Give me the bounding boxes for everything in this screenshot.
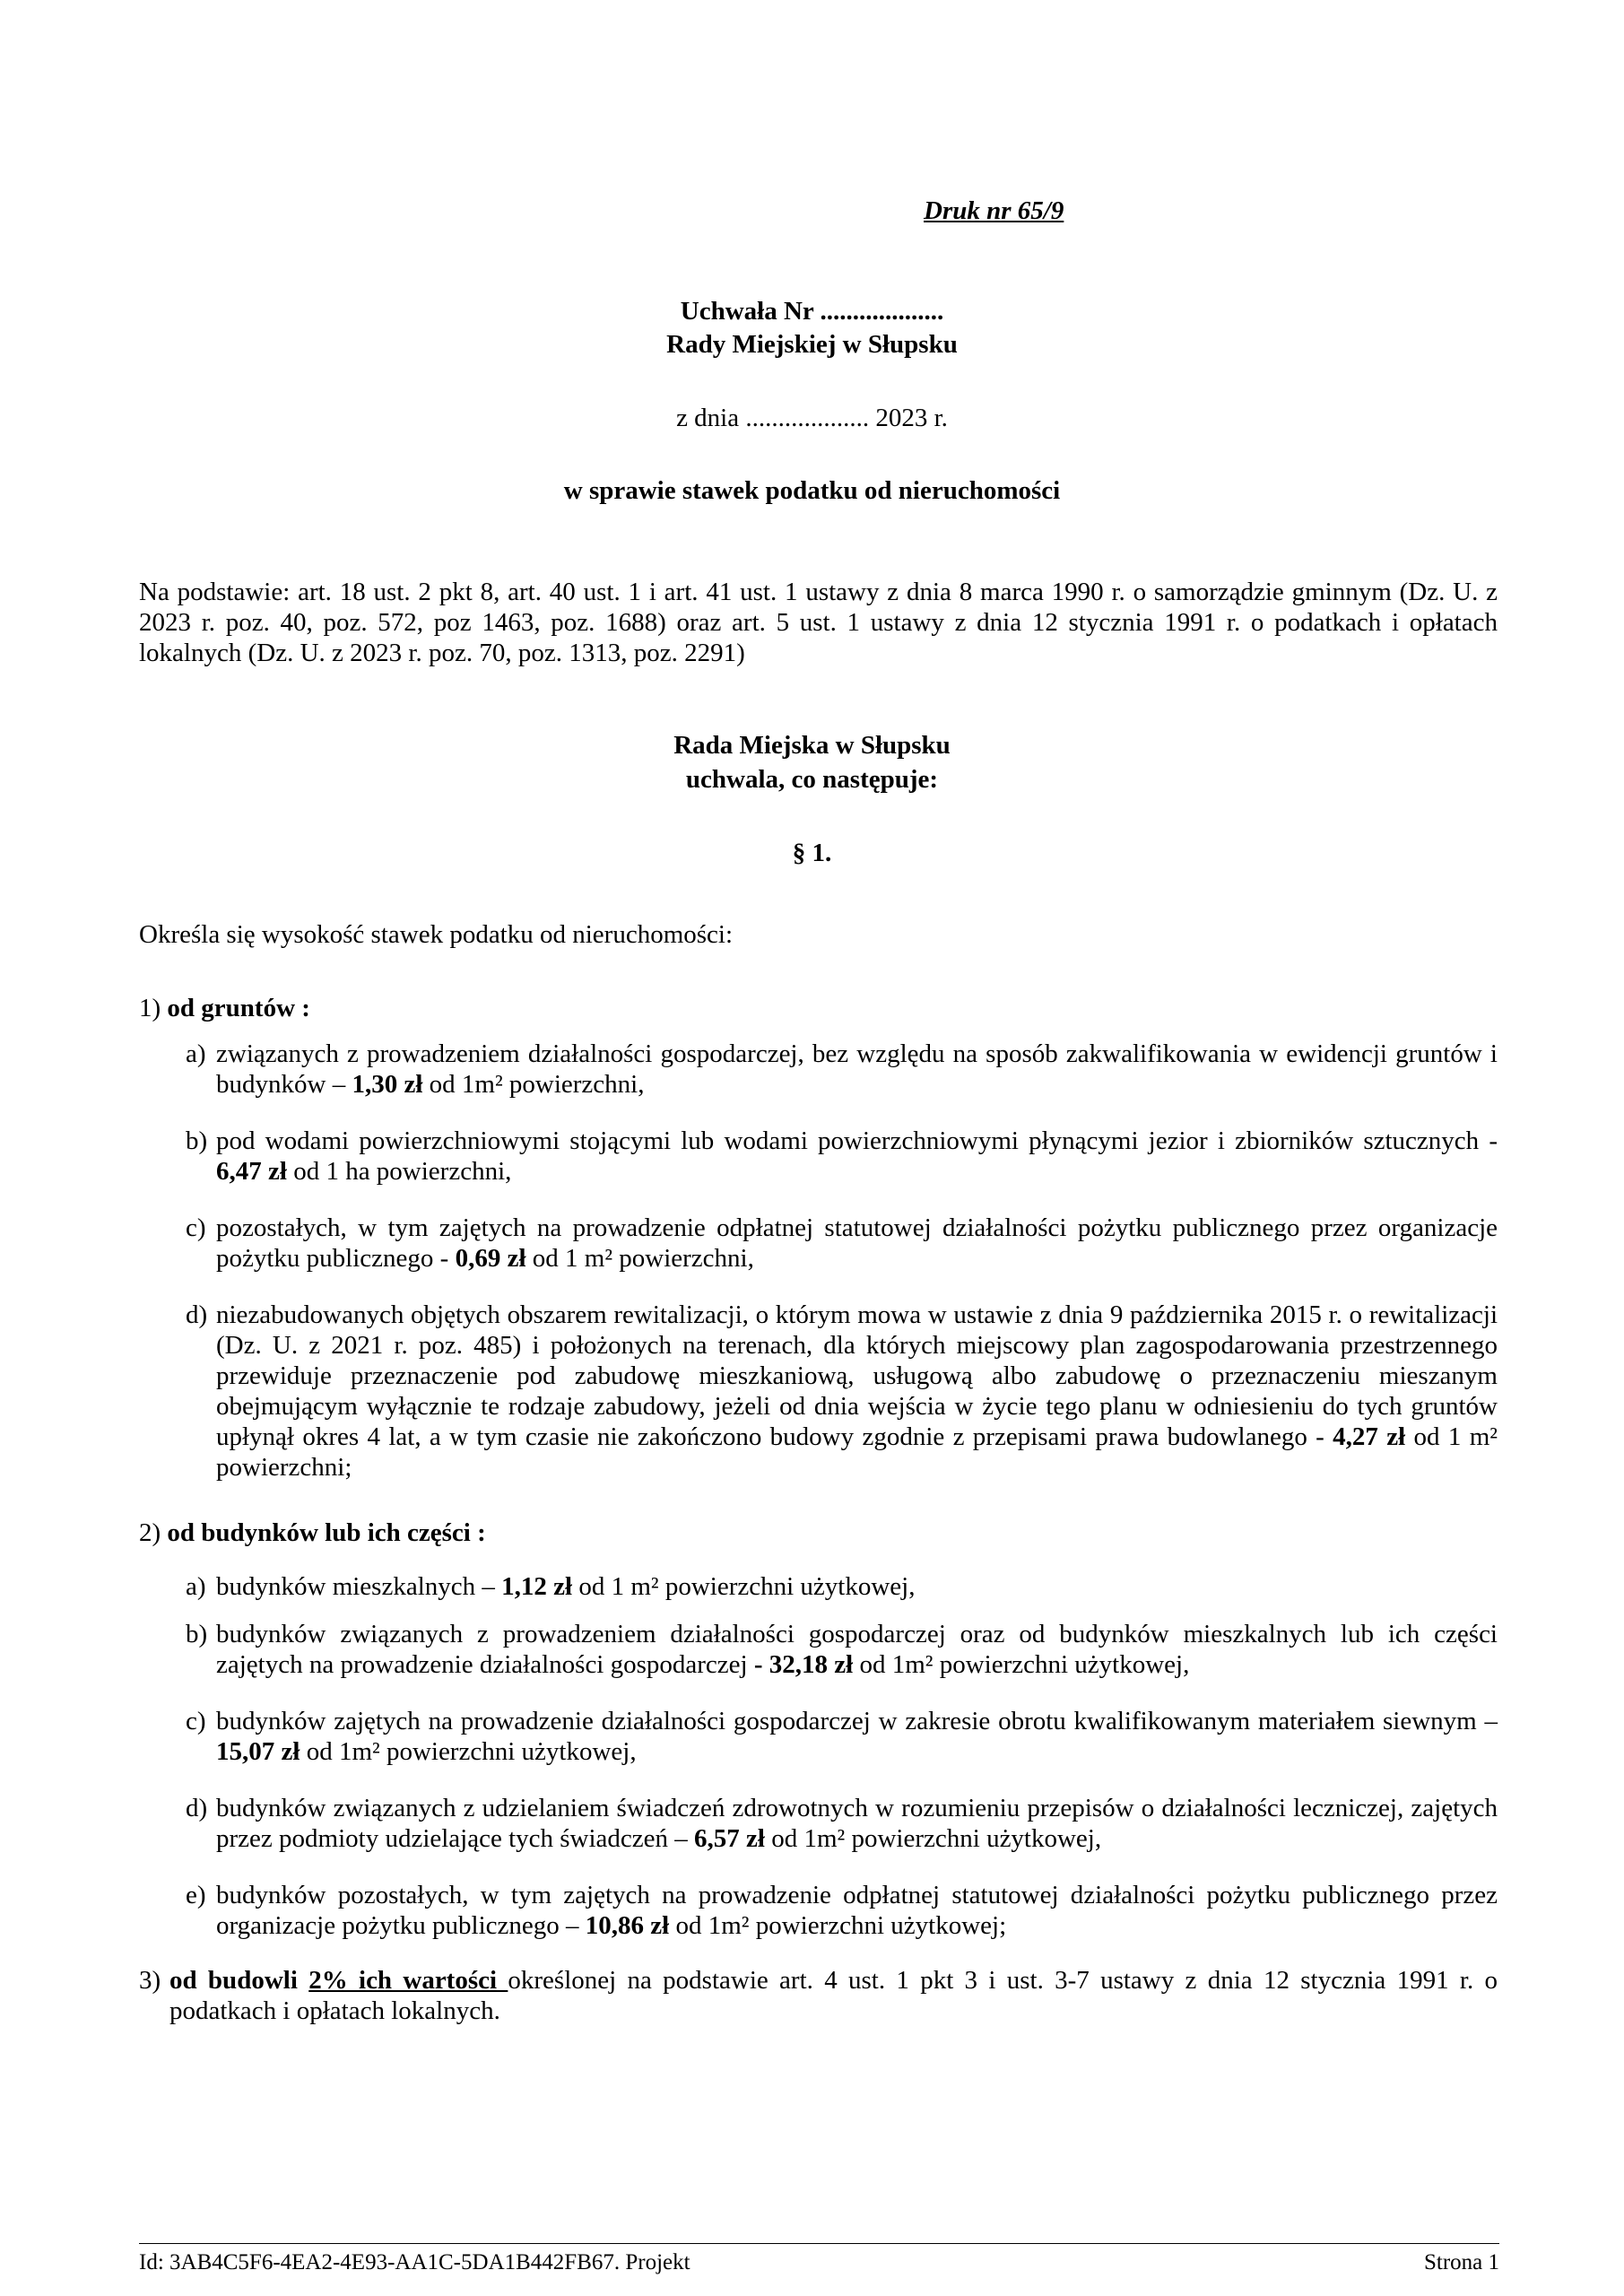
section-2-item-d [186, 1793, 1498, 1854]
paragraph-intro: Określa się wysokość stawek podatku od nieruchomości: [139, 920, 734, 949]
section-2-item-b [186, 1619, 1498, 1680]
item-text: pod wodami powierzchniowymi stojącymi lub wodami powierzchniowymi płynącymi jezior i zbiorników sztucznych - 6,47 zł od 1 ha powierzchni, [216, 1126, 1498, 1186]
section-1-item-c [186, 1213, 1498, 1274]
item-text: budynków związanych z udzielaniem świadczeń zdrowotnych w rozumieniu przepisów o działalności leczniczej, zajętych przez podmioty udzielające tych świadczeń – 6,57 zł od 1m² powierzchni użytkowej, [216, 1794, 1498, 1853]
footer-divider [139, 2243, 1499, 2244]
resolution-subject: w sprawie stawek podatku od nieruchomości [563, 476, 1061, 505]
item-text: budynków zajętych na prowadzenie działalności gospodarczej w zakresie obrotu kwalifikowanym materiałem siewnym – 15,07 zł od 1m² powierzchni użytkowej, [216, 1707, 1498, 1766]
section-3-title: od budowli [169, 1966, 298, 1995]
council-resolves-line2: uchwala, co następuje: [685, 765, 939, 794]
item-label: e) [186, 1881, 206, 1909]
tax-rate: - 32,18 zł [753, 1650, 854, 1679]
section-2-heading [139, 1518, 486, 1548]
item-label: d) [186, 1300, 208, 1329]
item-label: c) [186, 1707, 206, 1735]
item-text: budynków związanych z prowadzeniem działalności gospodarczej oraz od budynków mieszkalnych lub ich części zajętych na prowadzenie działalności gospodarczej - 32,18 zł od 1m² powierzchni użytkowej, [216, 1620, 1498, 1679]
item-label: a) [186, 1039, 206, 1068]
item-text: budynków pozostałych, w tym zajętych na prowadzenie odpłatnej statutowej działalności pożytku publicznego przez organizacje pożytku publicznego – 10,86 zł od 1m² powierzchni użytkowej; [216, 1881, 1498, 1940]
tax-rate: 0,69 zł [455, 1244, 526, 1273]
item-text: niezabudowanych objętych obszarem rewitalizacji, o którym mowa w ustawie z dnia 9 października 2015 r. o rewitalizacji (Dz. U. z 2021 r. poz. 485) i położonych na terenach, dla których miejscowy plan zagospodarowania przestrzennego przewiduje przeznaczenie pod zabudowę mieszkaniową, usługową albo zabudowę o przeznaczeniu mieszanym obejmującym wyłącznie te rodzaje zabudowy, jeżeli od dnia wejścia w życie tego planu w odniesieniu do tych gruntów upłynął okres 4 lat, a w tym czasie nie zakończono budowy zgodnie z przepisami prawa budowlanego - 4,27 zł od 1 m² powierzchni; [216, 1300, 1498, 1482]
tax-rate: 2% ich wartości [308, 1966, 508, 1995]
section-1-item-b [186, 1126, 1498, 1187]
resolution-date: z dnia ................... 2023 r. [676, 404, 948, 432]
section-1-heading [139, 993, 310, 1023]
council-name: Rady Miejskiej w Słupsku [666, 330, 958, 359]
council-resolves-line1: Rada Miejska w Słupsku [673, 731, 951, 760]
tax-rate: 15,07 zł [216, 1737, 300, 1766]
item-label: c) [186, 1213, 206, 1242]
item-label: d) [186, 1794, 208, 1822]
tax-rate: 10,86 zł [585, 1911, 670, 1940]
item-label: a) [186, 1572, 206, 1601]
section-3-number: 3) [139, 1966, 161, 1995]
section-2-number: 2) [139, 1518, 161, 1547]
section-1-item-a [186, 1039, 1498, 1100]
section-1-title: od gruntów : [167, 994, 310, 1022]
section-3-text: od budowli 2% ich wartości określonej na podstawie art. 4 ust. 1 pkt 3 i ust. 3-7 ustawy z dnia 12 stycznia 1991 r. o podatkach i opłatach lokalnych. [169, 1966, 1498, 2025]
item-label: b) [186, 1620, 208, 1648]
tax-rate: 1,12 zł [501, 1572, 573, 1601]
print-number: Druk nr 65/9 [924, 196, 1064, 225]
item-text: pozostałych, w tym zajętych na prowadzenie odpłatnej statutowej działalności pożytku publicznego przez organizacje pożytku publicznego - 0,69 zł od 1 m² powierzchni, [216, 1213, 1498, 1273]
section-2-item-a [186, 1571, 1498, 1602]
tax-rate: 4,27 zł [1333, 1422, 1406, 1451]
page-number: Strona 1 [1423, 2250, 1499, 2274]
document-id: Id: 3AB4C5F6-4EA2-4E93-AA1C-5DA1B442FB67. Projekt [139, 2250, 690, 2274]
legal-basis: Na podstawie: art. 18 ust. 2 pkt 8, art. 40 ust. 1 i art. 41 ust. 1 ustawy z dnia 8 marca 1990 r. o samorządzie gminnym (Dz. U. z 2023 r. poz. 40, poz. 572, poz 1463, poz. 1688) oraz art. 5 ust. 1 ustawy z dnia 12 stycznia 1991 r. o podatkach i opłatach lokalnych (Dz. U. z 2023 r. poz. 70, poz. 1313, poz. 2291) [139, 578, 1498, 667]
section-2-title: od budynków lub ich części : [167, 1518, 486, 1547]
item-text: budynków mieszkalnych – 1,12 zł od 1 m² powierzchni użytkowej, [216, 1572, 916, 1601]
paragraph-symbol: § 1. [792, 839, 832, 867]
section-1-item-d [186, 1300, 1498, 1483]
item-text: związanych z prowadzeniem działalności gospodarczej, bez względu na sposób zakwalifikowania w ewidencji gruntów i budynków – 1,30 zł od 1m² powierzchni, [216, 1039, 1498, 1099]
section-1-number: 1) [139, 994, 161, 1022]
tax-rate: 1,30 zł [352, 1070, 423, 1099]
section-2-item-e [186, 1880, 1498, 1941]
tax-rate: 6,47 zł [216, 1157, 287, 1186]
section-2-item-c [186, 1706, 1498, 1767]
item-label: b) [186, 1126, 208, 1155]
tax-rate: 6,57 zł [694, 1824, 765, 1853]
section-3 [139, 1965, 1498, 2026]
resolution-number: Uchwała Nr ................... [680, 297, 944, 326]
